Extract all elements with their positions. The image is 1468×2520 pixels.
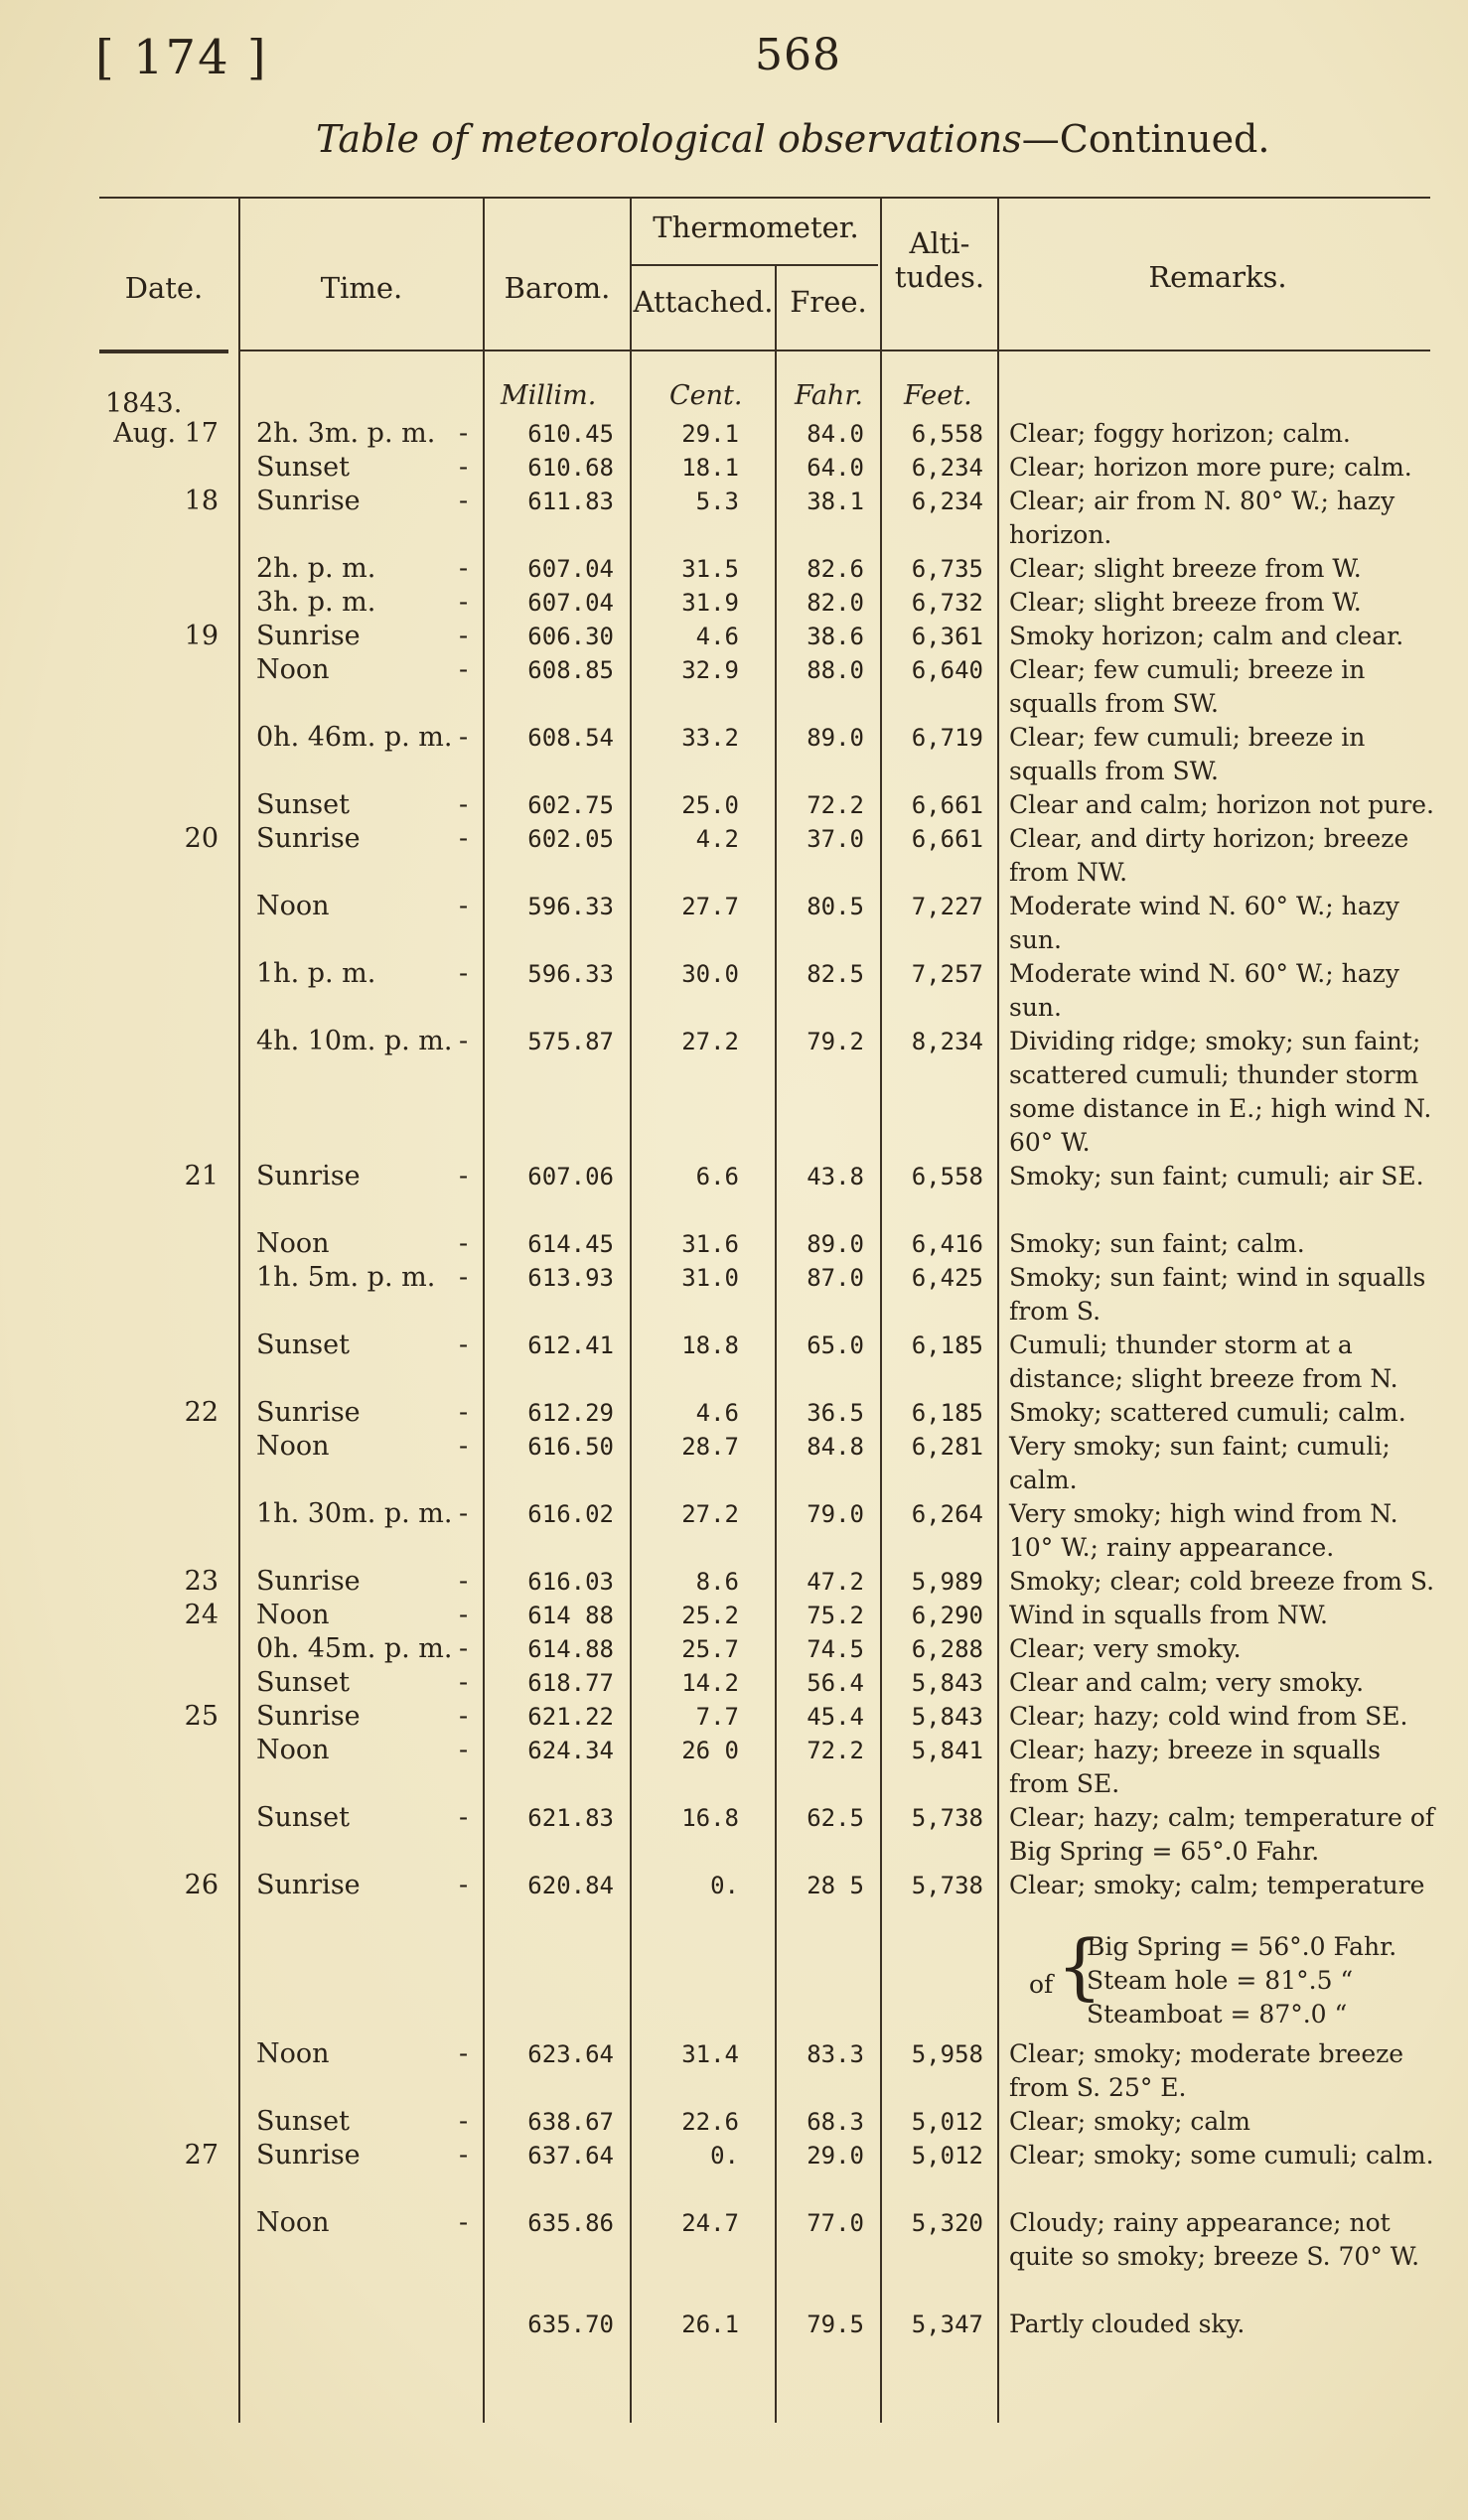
row-23-time: Sunset	[256, 1667, 350, 1698]
row-26-att: 16.8	[681, 1804, 739, 1832]
row-1-att: 18.1	[681, 454, 739, 482]
row-27-date: 26	[184, 1870, 219, 1900]
row-29-leader-dash: -	[459, 2106, 469, 2137]
row-13-leader-dash: -	[459, 1161, 469, 1191]
row-4-alt: 6,732	[911, 589, 983, 617]
row-18-att: 28.7	[681, 1433, 739, 1461]
row-18-time: Noon	[256, 1431, 330, 1462]
row-8-barom: 602.75	[527, 791, 614, 819]
row-27-remarks: Clear; smoky; calm; temperature	[1009, 1871, 1425, 1899]
row-14-leader-dash: -	[459, 1228, 469, 1259]
row-15-time: 1h. 5m. p. m.	[256, 1262, 436, 1293]
row-10-alt: 7,227	[911, 893, 983, 920]
row-10-remarks: Moderate wind N. 60° W.; hazy sun.	[1009, 892, 1399, 954]
row-7-free: 89.0	[807, 724, 864, 752]
row-22-remarks: Clear; very smoky.	[1009, 1634, 1242, 1663]
caption-italic: Table of meteorological observations	[316, 117, 1022, 161]
row-27-att: 0.	[710, 1872, 739, 1899]
col-divider-4	[775, 266, 777, 2423]
row-22-barom: 614.88	[527, 1635, 614, 1663]
row-5-alt: 6,361	[911, 623, 983, 650]
row-9-barom: 602.05	[527, 825, 614, 853]
row-17-free: 36.5	[807, 1399, 864, 1427]
row-5-leader-dash: -	[459, 621, 469, 651]
row-6-remarks: Clear; few cumuli; breeze in squalls from SW.	[1009, 655, 1366, 718]
row-11-barom: 596.33	[527, 960, 614, 988]
row-31-alt: 5,320	[911, 2209, 983, 2237]
row-6-leader-dash: -	[459, 654, 469, 685]
row-25-leader-dash: -	[459, 1735, 469, 1765]
row-2-leader-dash: -	[459, 486, 469, 516]
row-21-alt: 6,290	[911, 1602, 983, 1629]
row-9-time: Sunrise	[256, 823, 361, 854]
unit-altitudes: Feet.	[904, 380, 972, 411]
row-17-barom: 612.29	[527, 1399, 614, 1427]
row-29-free: 68.3	[807, 2108, 864, 2136]
row-6-att: 32.9	[681, 656, 739, 684]
row-20-remarks: Smoky; clear; cold breeze from S.	[1009, 1567, 1435, 1596]
row-24-date: 25	[184, 1701, 219, 1732]
row-10-att: 27.7	[681, 893, 739, 920]
brace-line-1: Big Spring = 56°.0 Fahr.	[1087, 1932, 1397, 1961]
row-29-time: Sunset	[256, 2106, 350, 2137]
row-16-remarks: Cumuli; thunder storm at a distance; slight breeze from N.	[1009, 1330, 1398, 1393]
row-14-att: 31.6	[681, 1230, 739, 1258]
row-10-time: Noon	[256, 891, 330, 921]
row-8-alt: 6,661	[911, 791, 983, 819]
row-5-date: 19	[184, 621, 219, 651]
row-26-remarks: Clear; hazy; calm; temperature of Big Spring = 65°.0 Fahr.	[1009, 1803, 1435, 1866]
row-28-free: 83.3	[807, 2040, 864, 2068]
row-16-free: 65.0	[807, 1331, 864, 1359]
row-16-barom: 612.41	[527, 1331, 614, 1359]
row-10-leader-dash: -	[459, 891, 469, 921]
thermometer-subrule	[630, 264, 878, 266]
table-header-bottom-rule-left	[99, 350, 228, 353]
row-11-time: 1h. p. m.	[256, 958, 376, 989]
row-3-barom: 607.04	[527, 555, 614, 583]
row-0-time: 2h. 3m. p. m.	[256, 418, 436, 449]
row-28-remarks: Clear; smoky; moderate breeze from S. 25° E.	[1009, 2039, 1404, 2102]
row-4-leader-dash: -	[459, 587, 469, 618]
row-30-time: Sunrise	[256, 2140, 361, 2170]
row-2-alt: 6,234	[911, 488, 983, 515]
row-18-remarks: Very smoky; sun faint; cumuli; calm.	[1009, 1432, 1391, 1494]
row-20-alt: 5,989	[911, 1568, 983, 1596]
row-3-remarks: Clear; slight breeze from W.	[1009, 554, 1362, 583]
col-divider-1	[238, 199, 240, 2423]
row-25-free: 72.2	[807, 1737, 864, 1764]
row-24-free: 45.4	[807, 1703, 864, 1731]
row-23-att: 14.2	[681, 1669, 739, 1697]
row-32-att: 26.1	[681, 2310, 739, 2338]
row-6-barom: 608.85	[527, 656, 614, 684]
row-32-alt: 5,347	[911, 2310, 983, 2338]
row-1-free: 64.0	[807, 454, 864, 482]
row-17-date: 22	[184, 1397, 219, 1428]
row-25-time: Noon	[256, 1735, 330, 1765]
row-30-att: 0.	[710, 2142, 739, 2170]
row-28-barom: 623.64	[527, 2040, 614, 2068]
row-0-att: 29.1	[681, 420, 739, 448]
row-13-remarks: Smoky; sun faint; cumuli; air SE.	[1009, 1162, 1424, 1190]
row-1-leader-dash: -	[459, 452, 469, 483]
unit-attached: Cent.	[669, 380, 743, 411]
row-22-att: 25.7	[681, 1635, 739, 1663]
row-29-alt: 5,012	[911, 2108, 983, 2136]
row-26-alt: 5,738	[911, 1804, 983, 1832]
row-30-leader-dash: -	[459, 2140, 469, 2170]
row-18-leader-dash: -	[459, 1431, 469, 1462]
row-15-barom: 613.93	[527, 1264, 614, 1292]
row-2-att: 5.3	[695, 488, 739, 515]
row-13-time: Sunrise	[256, 1161, 361, 1191]
row-21-date: 24	[184, 1600, 219, 1630]
row-21-free: 75.2	[807, 1602, 864, 1629]
row-3-leader-dash: -	[459, 553, 469, 584]
row-27-alt: 5,738	[911, 1872, 983, 1899]
row-14-barom: 614.45	[527, 1230, 614, 1258]
row-31-remarks: Cloudy; rainy appearance; not quite so smoky; breeze S. 70° W.	[1009, 2208, 1420, 2271]
row-17-time: Sunrise	[256, 1397, 361, 1428]
row-22-alt: 6,288	[911, 1635, 983, 1663]
row-30-remarks: Clear; smoky; some cumuli; calm.	[1009, 2141, 1434, 2170]
col-divider-2	[483, 199, 485, 2423]
row-5-att: 4.6	[695, 623, 739, 650]
row-8-remarks: Clear and calm; horizon not pure.	[1009, 790, 1434, 819]
table-header-bottom-rule	[238, 350, 1430, 351]
row-7-leader-dash: -	[459, 722, 469, 753]
row-19-att: 27.2	[681, 1500, 739, 1528]
row-19-free: 79.0	[807, 1500, 864, 1528]
row-4-free: 82.0	[807, 589, 864, 617]
row-3-free: 82.6	[807, 555, 864, 583]
row-12-barom: 575.87	[527, 1028, 614, 1055]
row-2-time: Sunrise	[256, 486, 361, 516]
row-11-alt: 7,257	[911, 960, 983, 988]
col-header-altitudes-2: tudes.	[894, 260, 985, 294]
row-17-leader-dash: -	[459, 1397, 469, 1428]
row-21-att: 25.2	[681, 1602, 739, 1629]
row-24-att: 7.7	[695, 1703, 739, 1731]
col-header-free: Free.	[790, 285, 867, 319]
row-21-leader-dash: -	[459, 1600, 469, 1630]
row-27-time: Sunrise	[256, 1870, 361, 1900]
row-25-remarks: Clear; hazy; breeze in squalls from SE.	[1009, 1736, 1381, 1798]
col-header-attached: Attached.	[633, 285, 774, 319]
row-18-alt: 6,281	[911, 1433, 983, 1461]
row-24-alt: 5,843	[911, 1703, 983, 1731]
row-20-att: 8.6	[695, 1568, 739, 1596]
row-30-barom: 637.64	[527, 2142, 614, 2170]
row-26-time: Sunset	[256, 1802, 350, 1833]
row-24-barom: 621.22	[527, 1703, 614, 1731]
row-19-remarks: Very smoky; high wind from N. 10° W.; rainy appearance.	[1009, 1499, 1398, 1562]
row-18-barom: 616.50	[527, 1433, 614, 1461]
row-22-leader-dash: -	[459, 1633, 469, 1664]
row-12-alt: 8,234	[911, 1028, 983, 1055]
brace-line-2: Steam hole = 81°.5 “	[1087, 1966, 1354, 1995]
row-11-leader-dash: -	[459, 958, 469, 989]
row-5-barom: 606.30	[527, 623, 614, 650]
row-3-att: 31.5	[681, 555, 739, 583]
row-16-alt: 6,185	[911, 1331, 983, 1359]
row-25-alt: 5,841	[911, 1737, 983, 1764]
row-10-barom: 596.33	[527, 893, 614, 920]
row-20-leader-dash: -	[459, 1566, 469, 1597]
row-23-alt: 5,843	[911, 1669, 983, 1697]
row-12-leader-dash: -	[459, 1026, 469, 1056]
row-2-barom: 611.83	[527, 488, 614, 515]
row-7-remarks: Clear; few cumuli; breeze in squalls from SW.	[1009, 723, 1366, 785]
row-5-remarks: Smoky horizon; calm and clear.	[1009, 622, 1404, 650]
row-14-time: Noon	[256, 1228, 330, 1259]
table-top-rule	[99, 197, 1430, 199]
row-26-barom: 621.83	[527, 1804, 614, 1832]
row-19-alt: 6,264	[911, 1500, 983, 1528]
row-13-date: 21	[184, 1161, 219, 1191]
row-14-free: 89.0	[807, 1230, 864, 1258]
col-header-date: Date.	[124, 271, 204, 305]
row-20-time: Sunrise	[256, 1566, 361, 1597]
row-9-remarks: Clear, and dirty horizon; breeze from NW.	[1009, 824, 1409, 887]
row-0-date: Aug. 17	[113, 418, 219, 449]
row-9-att: 4.2	[695, 825, 739, 853]
row-19-time: 1h. 30m. p. m.	[256, 1498, 453, 1529]
row-28-leader-dash: -	[459, 2038, 469, 2069]
row-27-free: 28 5	[807, 1872, 864, 1899]
row-2-date: 18	[184, 486, 219, 516]
row-19-barom: 616.02	[527, 1500, 614, 1528]
row-30-date: 27	[184, 2140, 219, 2170]
col-header-altitudes-1: Alti-	[909, 226, 970, 260]
col-divider-5	[880, 199, 882, 2423]
row-31-att: 24.7	[681, 2209, 739, 2237]
row-12-free: 79.2	[807, 1028, 864, 1055]
row-27-barom: 620.84	[527, 1872, 614, 1899]
row-20-barom: 616.03	[527, 1568, 614, 1596]
row-29-remarks: Clear; smoky; calm	[1009, 2107, 1250, 2136]
row-29-barom: 638.67	[527, 2108, 614, 2136]
unit-barom: Millim.	[501, 380, 597, 411]
brace-glyph: {	[1057, 1924, 1102, 2008]
row-13-barom: 607.06	[527, 1163, 614, 1190]
brace-prefix: of	[1029, 1970, 1054, 1999]
col-header-thermometer: Thermometer.	[653, 210, 859, 244]
col-header-remarks: Remarks.	[1148, 260, 1287, 294]
row-8-free: 72.2	[807, 791, 864, 819]
row-11-free: 82.5	[807, 960, 864, 988]
row-0-barom: 610.45	[527, 420, 614, 448]
bracket-page-number: [ 174 ]	[95, 30, 268, 85]
row-28-time: Noon	[256, 2038, 330, 2069]
row-0-free: 84.0	[807, 420, 864, 448]
row-31-time: Noon	[256, 2207, 330, 2238]
row-18-free: 84.8	[807, 1433, 864, 1461]
row-13-att: 6.6	[695, 1163, 739, 1190]
row-2-remarks: Clear; air from N. 80° W.; hazy horizon.	[1009, 487, 1395, 549]
row-31-free: 77.0	[807, 2209, 864, 2237]
row-16-leader-dash: -	[459, 1330, 469, 1360]
row-32-barom: 635.70	[527, 2310, 614, 2338]
page-number: 568	[755, 30, 841, 80]
row-9-date: 20	[184, 823, 219, 854]
row-8-leader-dash: -	[459, 789, 469, 820]
row-27-leader-dash: -	[459, 1870, 469, 1900]
row-1-remarks: Clear; horizon more pure; calm.	[1009, 453, 1412, 482]
row-17-att: 4.6	[695, 1399, 739, 1427]
row-29-att: 22.6	[681, 2108, 739, 2136]
row-30-alt: 5,012	[911, 2142, 983, 2170]
row-13-free: 43.8	[807, 1163, 864, 1190]
row-16-att: 18.8	[681, 1331, 739, 1359]
row-26-free: 62.5	[807, 1804, 864, 1832]
row-15-leader-dash: -	[459, 1262, 469, 1293]
row-11-remarks: Moderate wind N. 60° W.; hazy sun.	[1009, 959, 1399, 1022]
row-19-leader-dash: -	[459, 1498, 469, 1529]
row-20-free: 47.2	[807, 1568, 864, 1596]
row-25-barom: 624.34	[527, 1737, 614, 1764]
row-0-leader-dash: -	[459, 418, 469, 449]
row-1-barom: 610.68	[527, 454, 614, 482]
row-7-time: 0h. 46m. p. m.	[256, 722, 453, 753]
row-22-free: 74.5	[807, 1635, 864, 1663]
col-divider-6	[997, 199, 999, 2423]
row-20-date: 23	[184, 1566, 219, 1597]
row-24-leader-dash: -	[459, 1701, 469, 1732]
row-31-barom: 635.86	[527, 2209, 614, 2237]
row-28-att: 31.4	[681, 2040, 739, 2068]
row-9-alt: 6,661	[911, 825, 983, 853]
row-28-alt: 5,958	[911, 2040, 983, 2068]
caption-rest: —Continued.	[1021, 117, 1270, 161]
row-26-leader-dash: -	[459, 1802, 469, 1833]
row-17-remarks: Smoky; scattered cumuli; calm.	[1009, 1398, 1406, 1427]
row-14-alt: 6,416	[911, 1230, 983, 1258]
row-8-time: Sunset	[256, 789, 350, 820]
row-32-remarks: Partly clouded sky.	[1009, 2310, 1246, 2338]
row-5-free: 38.6	[807, 623, 864, 650]
row-31-leader-dash: -	[459, 2207, 469, 2238]
row-4-att: 31.9	[681, 589, 739, 617]
row-23-free: 56.4	[807, 1669, 864, 1697]
row-21-barom: 614 88	[527, 1602, 614, 1629]
row-10-free: 80.5	[807, 893, 864, 920]
row-32-free: 79.5	[807, 2310, 864, 2338]
row-12-time: 4h. 10m. p. m.	[256, 1026, 453, 1056]
row-2-free: 38.1	[807, 488, 864, 515]
row-9-leader-dash: -	[459, 823, 469, 854]
row-4-remarks: Clear; slight breeze from W.	[1009, 588, 1362, 617]
row-6-alt: 6,640	[911, 656, 983, 684]
table-caption	[316, 117, 1269, 161]
row-3-time: 2h. p. m.	[256, 553, 376, 584]
row-7-att: 33.2	[681, 724, 739, 752]
col-header-barom: Barom.	[504, 271, 611, 305]
row-0-remarks: Clear; foggy horizon; calm.	[1009, 419, 1351, 448]
row-14-remarks: Smoky; sun faint; calm.	[1009, 1229, 1305, 1258]
row-15-att: 31.0	[681, 1264, 739, 1292]
row-22-time: 0h. 45m. p. m.	[256, 1633, 453, 1664]
row-23-leader-dash: -	[459, 1667, 469, 1698]
unit-free: Fahr.	[795, 380, 863, 411]
row-7-barom: 608.54	[527, 724, 614, 752]
col-header-time: Time.	[320, 271, 403, 305]
row-1-time: Sunset	[256, 452, 350, 483]
row-24-remarks: Clear; hazy; cold wind from SE.	[1009, 1702, 1408, 1731]
row-17-alt: 6,185	[911, 1399, 983, 1427]
row-6-free: 88.0	[807, 656, 864, 684]
col-divider-3	[630, 199, 632, 2423]
row-7-alt: 6,719	[911, 724, 983, 752]
row-13-alt: 6,558	[911, 1163, 983, 1190]
row-15-alt: 6,425	[911, 1264, 983, 1292]
row-15-free: 87.0	[807, 1264, 864, 1292]
row-5-time: Sunrise	[256, 621, 361, 651]
row-23-remarks: Clear and calm; very smoky.	[1009, 1668, 1365, 1697]
row-11-att: 30.0	[681, 960, 739, 988]
row-9-free: 37.0	[807, 825, 864, 853]
row-21-remarks: Wind in squalls from NW.	[1009, 1601, 1329, 1629]
row-21-time: Noon	[256, 1600, 330, 1630]
row-4-barom: 607.04	[527, 589, 614, 617]
row-24-time: Sunrise	[256, 1701, 361, 1732]
row-0-alt: 6,558	[911, 420, 983, 448]
row-16-time: Sunset	[256, 1330, 350, 1360]
unit-year: 1843.	[105, 388, 183, 419]
row-8-att: 25.0	[681, 791, 739, 819]
row-12-remarks: Dividing ridge; smoky; sun faint; scattered cumuli; thunder storm some distance in E.; high wind N. 60° W.	[1009, 1027, 1432, 1157]
brace-line-3: Steamboat = 87°.0 “	[1087, 2000, 1348, 2029]
row-23-barom: 618.77	[527, 1669, 614, 1697]
row-3-alt: 6,735	[911, 555, 983, 583]
row-6-time: Noon	[256, 654, 330, 685]
row-15-remarks: Smoky; sun faint; wind in squalls from S.	[1009, 1263, 1426, 1326]
row-25-att: 26 0	[681, 1737, 739, 1764]
row-1-alt: 6,234	[911, 454, 983, 482]
row-12-att: 27.2	[681, 1028, 739, 1055]
row-4-time: 3h. p. m.	[256, 587, 376, 618]
row-30-free: 29.0	[807, 2142, 864, 2170]
